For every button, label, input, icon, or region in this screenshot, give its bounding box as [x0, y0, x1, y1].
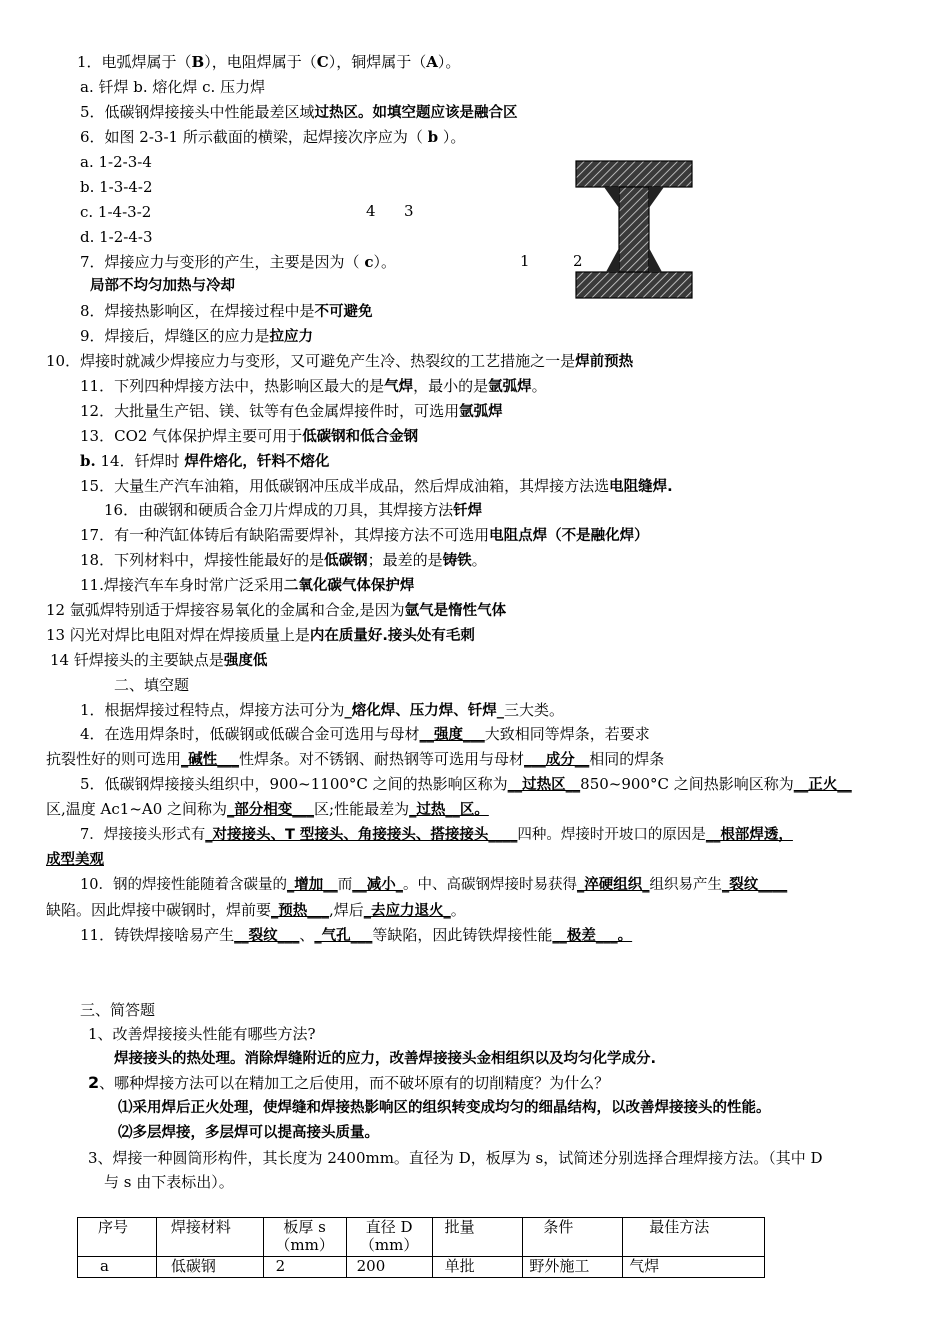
question-13b: 13 闪光对焊比电阻对焊在焊接质量上是内在质量好.接头处有毛刺 [46, 626, 475, 644]
question-8: 8．焊接热影响区，在焊接过程中是不可避免 [80, 302, 373, 320]
short-q3-line-2: 与 s 由下表标出）。 [104, 1173, 234, 1191]
fill-5-line-1: 5．低碳钢焊接接头组织中，900~1100°C 之间的热影响区称为__过热区__850~900°C 之间热影响区称为__正火__ [80, 775, 852, 793]
question-7: 7．焊接应力与变形的产生，主要是因为（ c）。 [80, 253, 396, 271]
question-18: 18．下列材料中，焊接性能最好的是低碳钢；最差的是铸铁。 [80, 551, 487, 569]
short-q1: 1、改善焊接接头性能有哪些方法? [88, 1025, 316, 1043]
welding-method-table [77, 1217, 765, 1278]
fill-10-line-1: 10．钢的焊接性能随着含碳量的_增加__而__减小_。中、高碳钢焊接时易获得_淬硬组织_组织易产生_裂纹____ [80, 877, 788, 893]
question-16: 16．由碳钢和硬质合金刀片焊成的刀具，其焊接方法钎焊 [104, 501, 483, 519]
table-header: 条件 [523, 1218, 623, 1257]
table-cell: 200 [346, 1257, 432, 1278]
question-7-answer: 局部不均匀加热与冷却 [90, 278, 235, 294]
question-12b: 12 氩弧焊特别适于焊接容易氧化的金属和合金,是因为氩气是惰性气体 [46, 601, 507, 619]
question-14b: 14 钎焊接头的主要缺点是强度低 [50, 651, 268, 669]
table-header: 序号 [78, 1218, 157, 1257]
short-q2-answer-1: ⑴采用焊后正火处理，使焊缝和焊接热影响区的组织转变成均匀的细晶结构，以改善焊接接头的性能。 [118, 1100, 771, 1116]
question-14: b. 14．钎焊时 焊件熔化，钎料不熔化 [80, 452, 330, 470]
option-b: b. 1-3-4-2 [80, 178, 153, 196]
fig-label-4: 4 [366, 202, 376, 220]
fill-4-line-1: 4．在选用焊条时，低碳钢或低碳合金可选用与母材__强度___大致相同等焊条，若要求 [80, 725, 650, 743]
question-17: 17．有一种汽缸体铸后有缺陷需要焊补，其焊接方法不可选用电阻点焊（不是融化焊） [80, 526, 649, 544]
fig-label-2: 2 [573, 252, 583, 270]
question-11b: 11.焊接汽车车身时常广泛采用二氧化碳气体保护焊 [80, 576, 415, 594]
table-header-row [78, 1218, 765, 1257]
short-q2: 2、哪种焊接方法可以在精加工之后使用，而不破坏原有的切削精度？为什么？ [88, 1073, 610, 1092]
question-1-options: a. 钎焊 b. 熔化焊 c. 压力焊 [80, 78, 266, 96]
table-header: 板厚 s （mm） [263, 1218, 346, 1257]
question-15: 15．大量生产汽车油箱，用低碳钢冲压成半成品，然后焊成油箱，其焊接方法选电阻缝焊. [80, 477, 673, 495]
question-1: 1．电弧焊属于（B），电阻焊属于（C），铜焊属于（A）。 [77, 53, 461, 71]
fill-5-line-2: 区,温度 Ac1~A0 之间称为_部分相变___区;性能最差为_过热__区。 [46, 800, 489, 818]
table-header: 批量 [432, 1218, 523, 1257]
fill-7-line-1: 7．焊接接头形式有_对接接头、T 型接头、角接接头、搭接接头____四种。焊接时开坡口的原因是__根部焊透， [80, 827, 793, 843]
fig-label-3: 3 [404, 202, 414, 220]
question-9: 9．焊接后，焊缝区的应力是拉应力 [80, 327, 314, 345]
short-q1-answer: 焊接接头的热处理。消除焊缝附近的应力，改善焊接接头金相组织以及均匀化学成分. [114, 1051, 657, 1067]
question-6: 6．如图 2-3-1 所示截面的横梁，起焊接次序应为（ b ）。 [80, 128, 466, 146]
section-fill-in-title: 二、填空题 [114, 676, 190, 694]
i-beam-figure [570, 158, 700, 303]
section-short-answer-title: 三、简答题 [80, 1001, 156, 1019]
short-q2-answer-2: ⑵多层焊接，多层焊可以提高接头质量。 [118, 1125, 379, 1141]
question-10: 10．焊接时就减少焊接应力与变形，又可避免产生冷、热裂纹的工艺措施之一是焊前预热 [46, 352, 634, 370]
question-12: 12．大批量生产铝、镁、钛等有色金属焊接件时，可选用氩弧焊 [80, 402, 503, 420]
table-header: 焊接材料 [156, 1218, 263, 1257]
fill-4-line-2: 抗裂性好的则可选用_碱性___性焊条。对不锈钢、耐热钢等可选用与母材___成分__相同的焊条 [46, 750, 665, 768]
table-cell: 2 [263, 1257, 346, 1278]
question-13: 13．CO2 气体保护焊主要可用于低碳钢和低合金钢 [80, 427, 419, 445]
option-a: a. 1-2-3-4 [80, 153, 152, 171]
option-c: c. 1-4-3-2 [80, 203, 152, 221]
fill-1: 1．根据焊接过程特点，焊接方法可分为_熔化焊、压力焊、钎焊_三大类。 [80, 701, 565, 719]
table-header: 最佳方法 [623, 1218, 765, 1257]
table-cell: 野外施工 [523, 1257, 623, 1278]
table-header: 直径 D （mm） [346, 1218, 432, 1257]
short-q3-line-1: 3、焊接一种圆筒形构件，其长度为 2400mm。直径为 D，板厚为 s，试简述分别选择合理焊接方法。（其中 D [88, 1149, 823, 1167]
fill-7-line-2: 成型美观 [46, 852, 104, 868]
question-11: 11．下列四种焊接方法中，热影响区最大的是气焊，最小的是氩弧焊。 [80, 377, 547, 395]
table-cell: 气焊 [623, 1257, 765, 1278]
fill-11: 11．铸铁焊接啥易产生__裂纹___、_气孔___等缺陷，因此铸铁焊接性能__极差___。 [80, 926, 633, 944]
table-cell: 低碳钢 [156, 1257, 263, 1278]
table-cell: 单批 [432, 1257, 523, 1278]
table-cell: a [78, 1257, 157, 1278]
fill-10-line-2: 缺陷。因此焊接中碳钢时，焊前要_预热___,焊后_去应力退火_。 [46, 901, 466, 919]
question-5: 5．低碳钢焊接接头中性能最差区域过热区。如填空题应该是融合区 [80, 103, 518, 121]
table-row [78, 1257, 765, 1278]
fig-label-1: 1 [520, 252, 530, 270]
option-d: d. 1-2-4-3 [80, 228, 153, 246]
